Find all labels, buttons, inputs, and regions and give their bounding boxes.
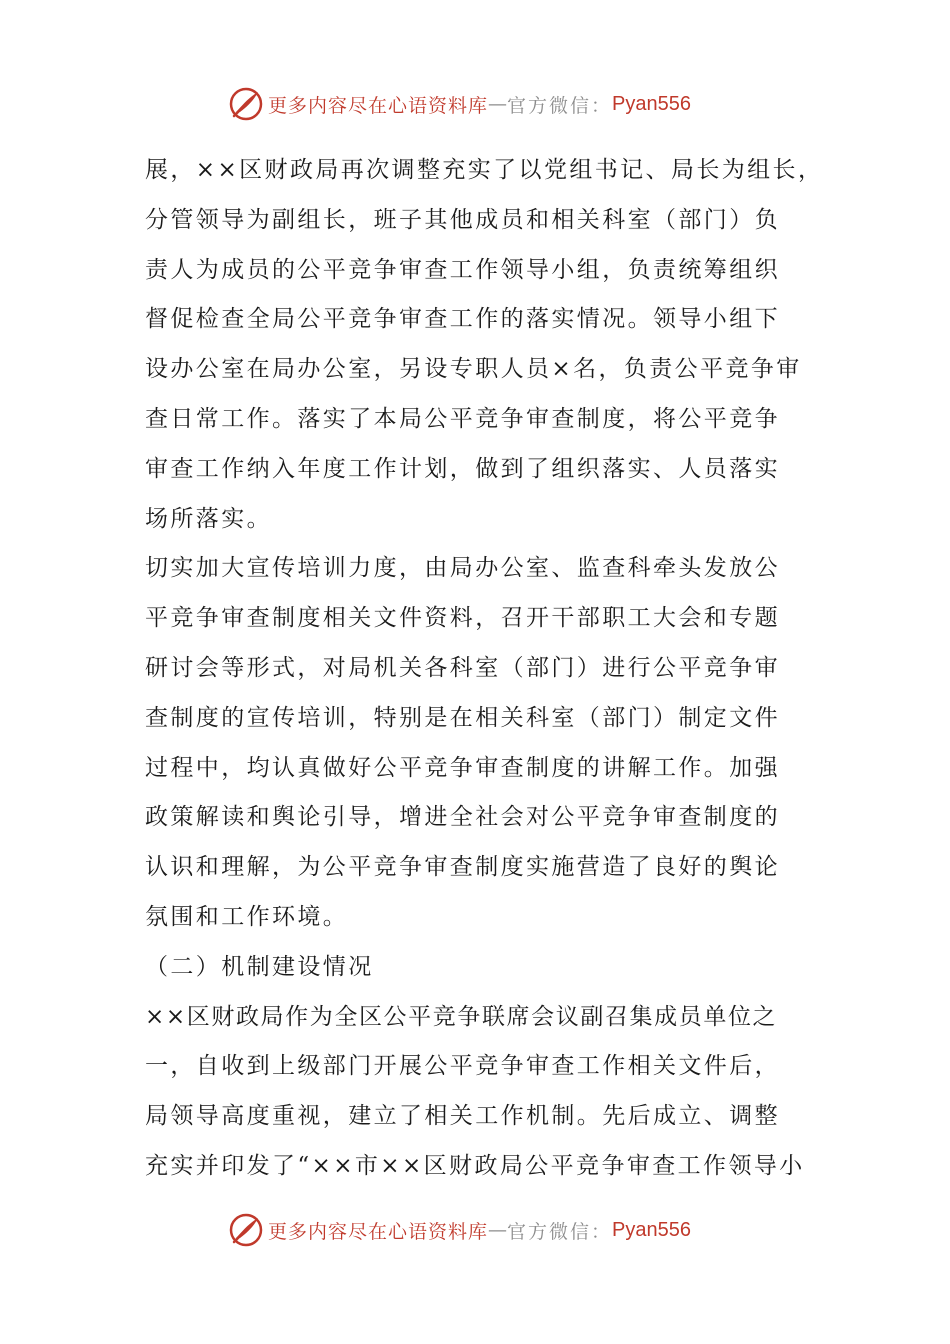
body-line: 局领导高度重视，建立了相关工作机制。先后成立、调整 (145, 1103, 780, 1130)
quill-seal-logo-icon (228, 1212, 264, 1248)
body-line: 查日常工作。落实了本局公平竞争审查制度，将公平竞争 (145, 405, 780, 432)
body-line: 平竞争审查制度相关文件资料，召开干部职工大会和专题 (145, 605, 780, 632)
body-line: 一，自收到上级部门开展公平竞争审查工作相关文件后， (145, 1053, 780, 1080)
header-watermark-banner (228, 84, 691, 124)
body-line: 设办公室在局办公室，另设专职人员×名，负责公平竞争审 (145, 356, 802, 383)
banner-sub-text: 官方微信： (507, 94, 613, 117)
banner-main-text: 更多内容尽在心语资料库 (268, 1220, 489, 1243)
body-line: 充实并印发了“××市××区财政局公平竞争审查工作领导小 (145, 1152, 805, 1179)
body-line: 审查工作纳入年度工作计划，做到了组织落实、人员落实 (145, 455, 780, 482)
banner-wechat-id: Pyan556 (612, 92, 691, 115)
body-line: 分管领导为副组长，班子其他成员和相关科室（部门）负 (145, 206, 780, 233)
body-line: 督促检查全局公平竞争审查工作的落实情况。领导小组下 (145, 306, 780, 333)
banner-sub-text: 官方微信： (507, 1220, 613, 1243)
body-line: 责人为成员的公平竞争审查工作领导小组，负责统筹组织 (145, 256, 780, 283)
body-line: 场所落实。 (145, 505, 272, 532)
banner-dash: — (488, 93, 508, 115)
quill-seal-logo-icon (228, 86, 264, 122)
body-line: 查制度的宣传培训，特别是在相关科室（部门）制定文件 (145, 704, 780, 731)
body-line: 认识和理解，为公平竞争审查制度实施营造了良好的舆论 (145, 854, 780, 881)
body-line: 过程中，均认真做好公平竞争审查制度的讲解工作。加强 (145, 754, 780, 781)
body-line: ××区财政局作为全区公平竞争联席会议副召集成员单位之 (145, 1003, 778, 1030)
section-heading: （二）机制建设情况 (145, 953, 374, 980)
body-line: 政策解读和舆论引导，增进全社会对公平竞争审查制度的 (145, 804, 780, 831)
footer-watermark-banner (228, 1210, 691, 1250)
banner-main-text: 更多内容尽在心语资料库 (268, 94, 489, 117)
banner-wechat-id: Pyan556 (612, 1218, 691, 1241)
banner-dash: — (488, 1219, 508, 1241)
document-body (145, 146, 824, 1192)
body-line: 氛围和工作环境。 (145, 903, 349, 930)
body-line: 研讨会等形式，对局机关各科室（部门）进行公平竞争审 (145, 654, 780, 681)
body-line: 展，××区财政局再次调整充实了以党组书记、局长为组长， (145, 157, 824, 183)
body-line: 切实加大宣传培训力度，由局办公室、监查科牵头发放公 (145, 555, 780, 582)
